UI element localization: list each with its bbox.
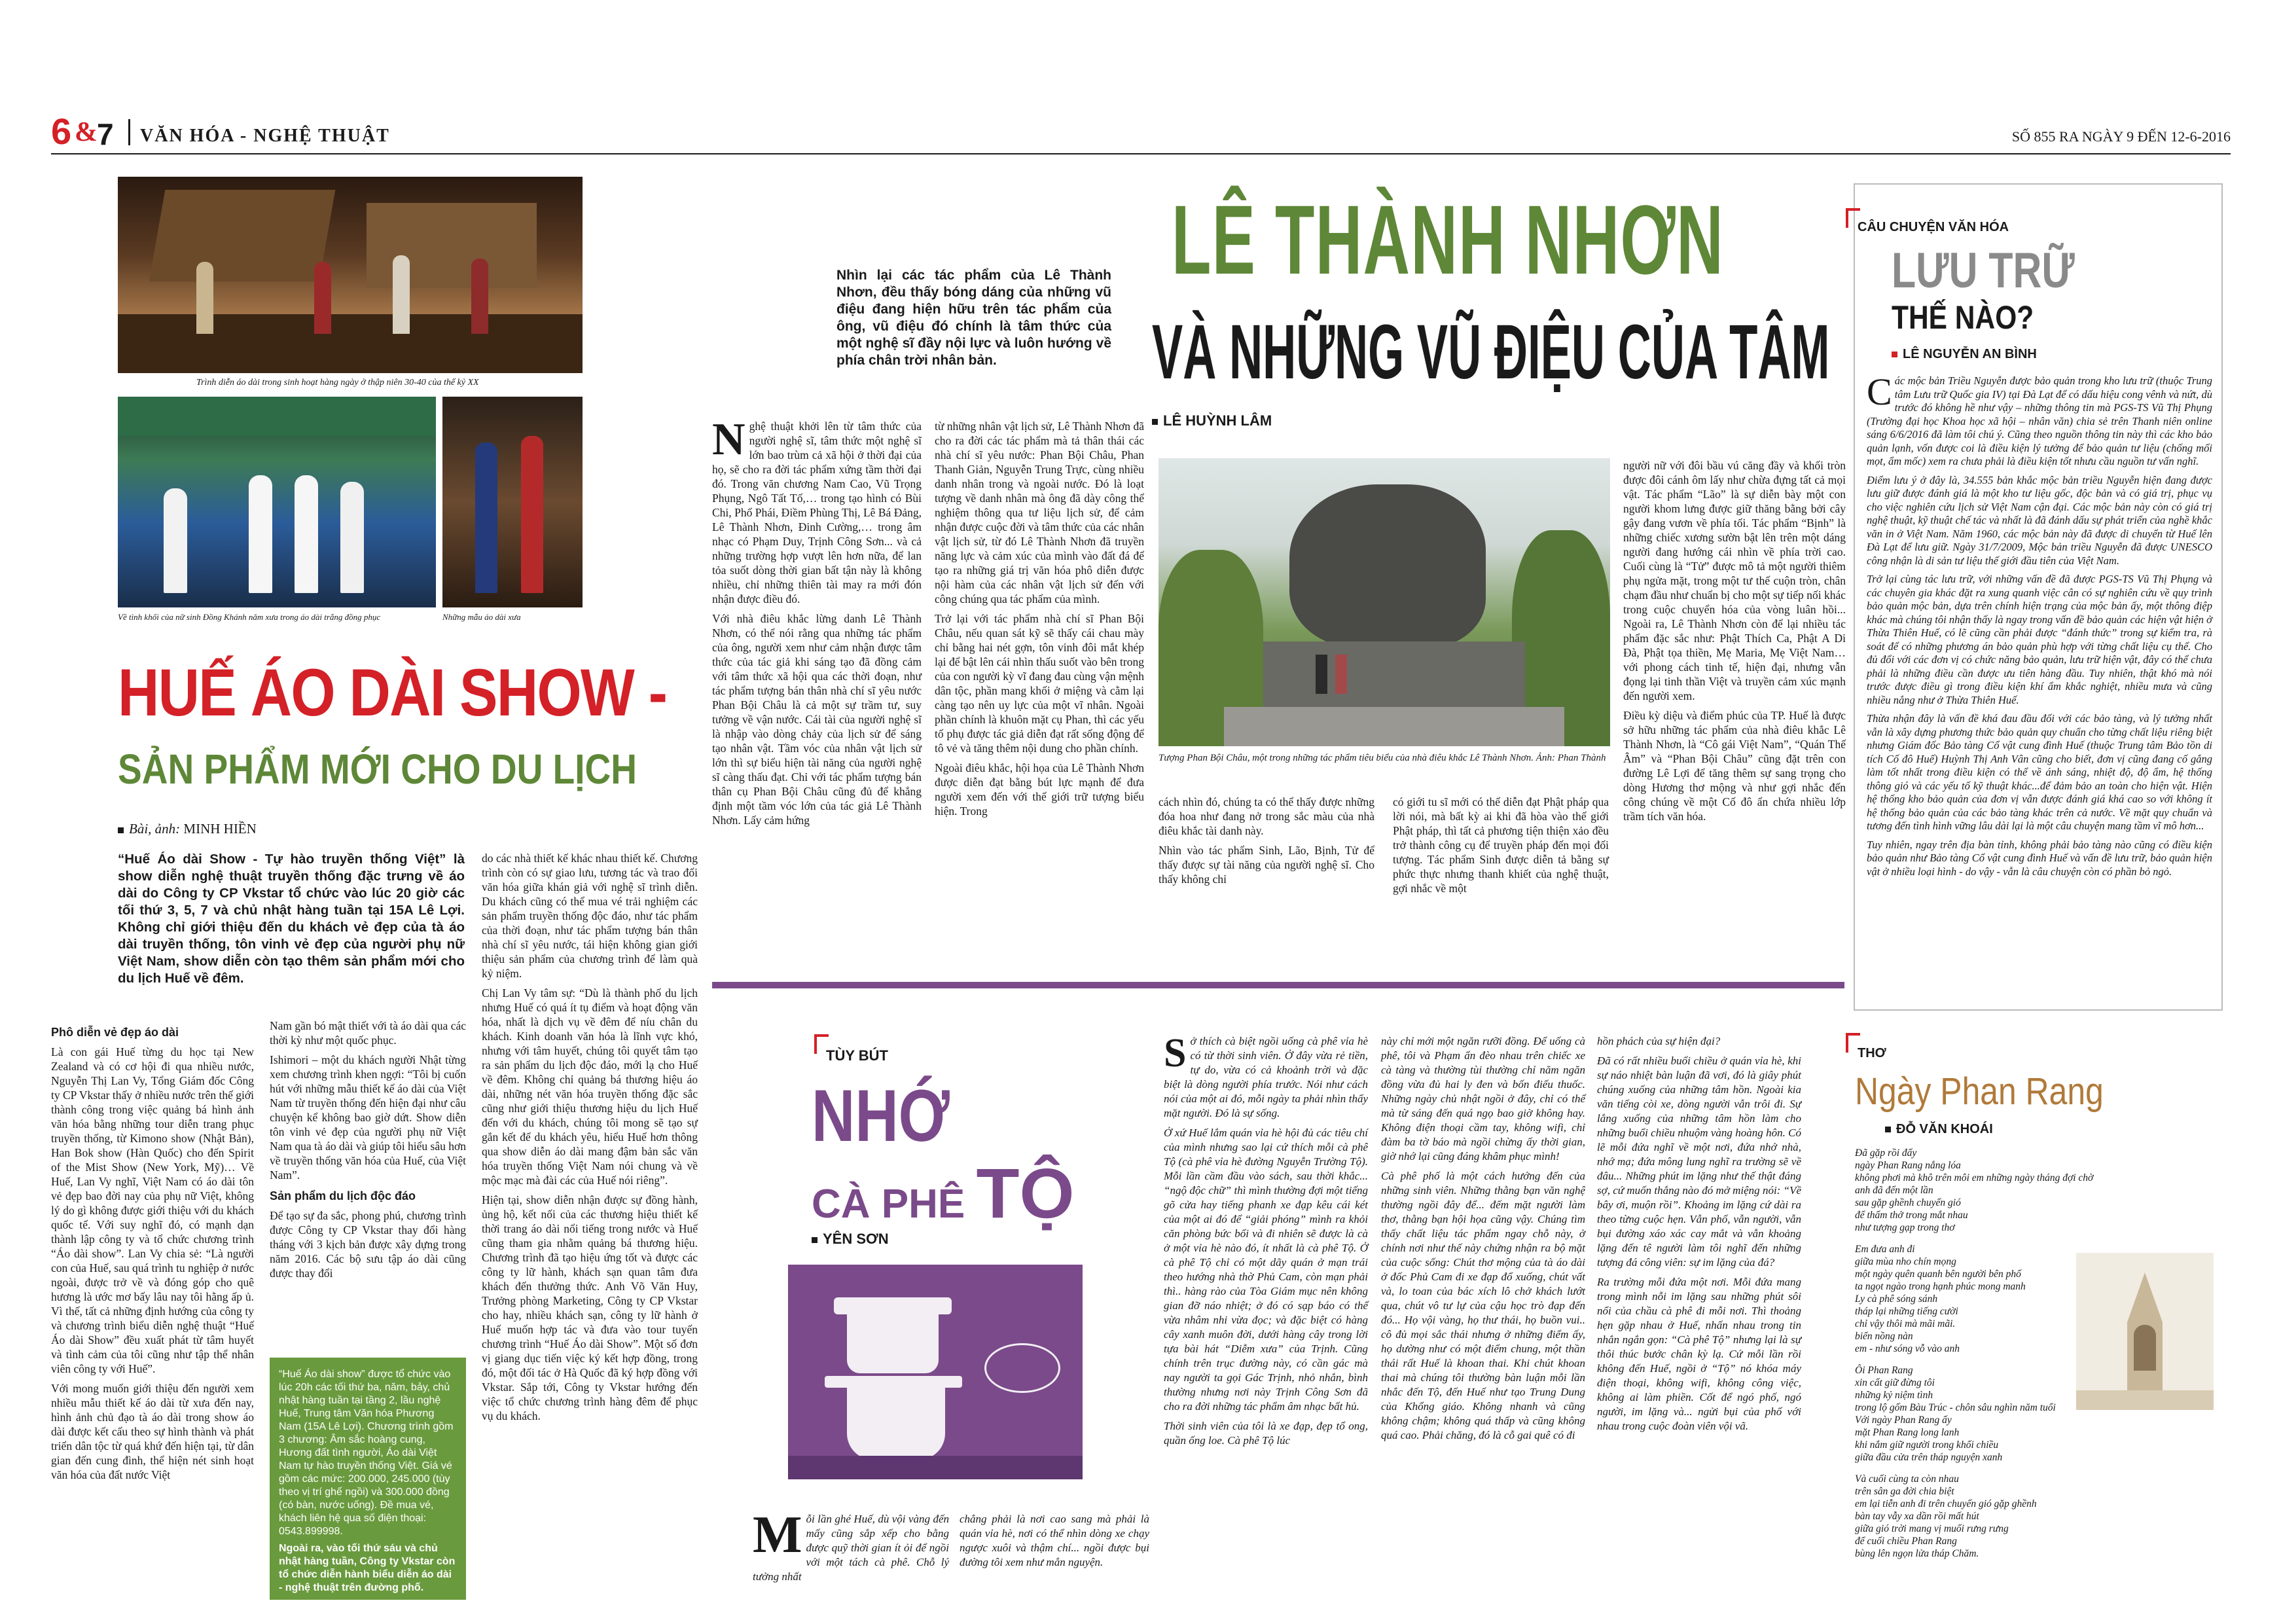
cafe-title-nho: NHỚ [812,1075,950,1157]
lethanh-col3-para2: Nhìn vào tác phẩm Sinh, Lão, Bịnh, Tử để thấy được sự tài năng của người nghệ sĩ. Cho thấy không chỉ [1158,844,1374,886]
cafe-col5-para3: Ra trường mỗi đứa một nơi. Mỗi đứa mang trong mình nỗi im lặng sau những phút sôi nổi của chầu cà phê đi mỗi nơi. Thì thoảng hẹn gặp nhau ở Huế, nhấn nhau trong tin nhắn ngắn gọn: “Cà phê Tộ” nhưng lại là sự thôi thúc bước chân kỳ lạ. Cứ mỗi lần rồi không đến Huế, ngồi ở “Tộ” nó khóa máy điện thoại, không wifi, không công việc, không ai làm phiền. Cốt để ngó phố, ngó người, im lặng và... ngửi bụi của phố với nhau trong cuộc đoàn viên vội vã. [1597,1276,1801,1432]
poem-stanza-4: Và cuối cùng ta còn nhau trên sân ga đời chia biệt em lại tiễn anh đi trên chuyến gió gặp ghềnh bàn tay vẫy xa dần rồi mất hút giữa gió trời mang vị muối rưng rưng để cuối chiều Phan Rang bùng lên ngọn lửa tháp Chăm. [1855,1473,2037,1559]
luutru-title-line2: THẾ NÀO? [1892,299,2034,336]
hue-col3-para1: do các nhà thiết kế khác nhau thiết kế. Chương trình còn có sự giao lưu, tương tác và trao đổi văn hóa giữa khán giả với nghệ sĩ trình diễn. Du khách cũng có thể mua vé trải nghiệm các sản phẩm truyền thống độc đáo, như tác phẩm của thời đoạn, như tác phẩm tượng bán thân nhà chí sĩ yêu nước, tái hiện không gian giới thiệu sản phẩm của chương trình để làm quà kỷ niệm. [482,852,698,980]
lethanh-col5-para1: người nữ với đôi bầu vú căng đầy và khối tròn được đôi cánh ôm lấy như chừa đựng tất cả mọi vật. Tác phẩm “Lão” là sự diễn bày một con người khom lưng được giữ thăng bằng bởi cây gậy đang vươn về phía tối. Tác phẩm “Bịnh” là những chiếc xương sườn bật lên trên một dáng người đang hướng cái nhìn về phía trời cao. Cuối cùng là “Tử” được mô tả một người thiêm phụ ngửa mặt, trong một tư thế cuộn tròn, chân chạm đầu như chuẩn bị cho một sự tiếp nối khác trong cuộc chuyển hóa của vòng luân hồi... Ngoài ra, Lê Thành Nhơn còn để lại nhiều tác phẩm đặc sắc như: Phật Thích Ca, Phật A Di Đà, Phật tọa thiền, Mẹ Maria, Mẹ Việt Nam… với phong cách tinh tế, hiện đại, nhưng vẫn đọng lại tinh thần Việt và truyền cảm xúc mạnh đến người xem. [1623,459,1846,702]
byline-label: Bài, ảnh: [129,821,184,837]
luutru-body [1867,370,2212,1003]
lethanh-col1-para1: Nghệ thuật khởi lên từ tâm thức của người nghệ sĩ, tâm thức một nghệ sĩ lớn bao trùm cả xã hội ở thời đại của họ, sẽ cho ra đời tác phẩm xứng tầm thời đại đó. Trong văn chương Nam Cao, Vũ Trọng Phụng, Ngô Tất Tố,… trong tạo hình có Bùi Chi, Phố Phái, Điềm Phùng Thị, Lê Bá Đảng, Lê Thành Nhơn, Đinh Cường,… trong âm nhạc có Phạm Duy, Trịnh Công Sơn... và cả những trường hợp vượt lên hơn nữa, để lan tỏa suốt dòng thời gian bất tận này là không nhiều, chỉ những thiên tài may ra mới đón nhận được điều đó. [712,414,922,605]
dropcap-s: S [1164,1031,1187,1075]
cafe-col3-para2: Ở xứ Huế lắm quán vỉa hè hội đủ các tiêu chí của mình nhưng sao lại cứ thích mỗi cà phê Tộ (cà phê vỉa hè đường Nguyễn Trường Tộ). Mỗi lần cầm đầu vào sách, sau thời khắc... “ngộ độc chữ” thì mình thường đợi một tiếng gõ cửa hay tiếng phanh xe đạp kêu cái két của một ai đó để “giải phóng” mình ra khỏi căn phòng bức bối và đi nhiên sẽ được là cà ở một vỉa hè nào đó, ít nhất là cà phê Tộ. Ở cà phê Tộ chỉ có một dãy quán ở mạn trái theo hướng nhà thờ Phủ Cam, còn mạn phải thì.. hàng rào của Tòa Giám mục nên không gian đỡ náo nhiệt; ở đó có sạp báo có thể vừa nhâm nhi vừa đọc; và đặc biệt có hàng cây xanh muôn đời, dưới hàng cây trong lời tựa bài hát “Diễm xưa” của Trịnh. Cũng chính trên trục đường này, có cần gác mà nay người ta gọi Gác Trịnh, nhỏ nhắn, bình thường nhưng nơi này Trịnh Công Sơn đã cho ra đời những tác phẩm âm nhạc bất hủ. [1164,1127,1368,1413]
poem-byline [1885,1122,1993,1137]
lethanh-col4-para1: có giới tu sĩ mới có thể diễn đạt Phật pháp qua lời nói, mà bất kỳ ai khi đã hòa vào thế giới Phật pháp, thì tất cả phương tiện thiện xảo đều trở thành công cụ để truyền pháp đến mọi đối tượng. Tác phẩm Sinh được diễn tả bằng sự phức thực nhưng thanh khiết của nghệ thuật, gợi nhắc về một [1393,795,1609,895]
lethanh-title-line1: LÊ THÀNH NHƠN [1172,185,1725,295]
category-tuy-but: TÙY BÚT [826,1047,888,1064]
cafe-column-3 [1164,1031,1368,1604]
cafe-title-ca-phe-text: CÀ PHÊ [812,1182,977,1227]
luutru-para3: Trở lại cùng tác lưu trữ, với những vấn đề đã được PGS-TS Vũ Thị Phụng và các chuyên gia khác đặt ra xung quanh việc cân có sự nghiên cứu về quy trình bảo quản mộc bản, dựa trên chính hiện trạng của mộc bản ấy, một thông điệp khác mà chúng tôi nhận thấy là ngay trong vấn đề bảo quản các hiện vật hiện ở Thừa Thiên Huế, có lẽ cũng cần phải được “đánh thức” trong sự kiểm tra, rà soát để có những phương án bảo quản phù hợp với từng chất liệu cụ thể. Cho đủ đổi với các đơn vị có chức năng bảo quản, lưu trữ hiện vật, đây có thể chưa phải là những điều cần được ưu tiên hàng đầu. Tuy nhiên, thật khó mà nói trước được điều gì trong điều kiện khí ẩm khắc nghiệt, nhiều mưa và cũng nhiều nắng như ở Thừa Thiên Huế. [1867,573,2212,706]
lethanh-col2-para3: Ngoài điêu khắc, hội họa của Lê Thành Nhơn được diễn đạt bằng bút lực mạnh để đưa người xem đến với thế giới trữ tượng biểu hiện. Trong [935,761,1144,818]
luutru-para4: Thừa nhận đây là vấn đề khá đau đầu đối với các bảo tàng, và lý tưởng nhất vẫn là xây dựng phương thức bảo quản quy chuẩn cho từng chất liệu riêng biệt nhưng Giám đốc Bảo tàng Cổ vật cung đình Huế (thuộc Trung tâm Bảo tồn di tích Cố đô Huế) Huỳnh Thị Anh Vân cũng cho biết, đơn vị cũng đang cố gắng làm tốt nhất trong điều kiện có thể về ánh sáng, nhiệt độ, độ ẩm, hệ thống thông gió và các yếu tố kỹ thuật khác...để đảm bảo an toàn cho hiện vật. Hiện hệ thống kho bảo quản của đơn vị vẫn được đánh giá khá cao so với không ít hệ thống bảo quản của các bảo tàng khác trên cả nước. Về mặt quy chuẩn và tương đến tình hình vững lâu dài lại là một câu chuyện mang tầm vĩ mô hơn... [1867,712,2212,832]
category-tho: THƠ [1858,1046,1886,1060]
cafe-col5-para2: Đã có rất nhiều buổi chiều ở quán vỉa hè, khi sự náo nhiệt bàn luận đã vơi, đó là giây phút chúng xuống của những tâm hồn. Ngoài kia văn tiếng còi xe, dòng người vẫn trôi đi. Sự lắng xuống của những tâm hồn làm cho những buổi chiều nhuộm vàng hoàng hôn. Có lẽ mỗi đứa nghĩ về một nơi, đứa nhớ nhà, nhớ mạ; đứa mông lung nghĩ ra trường sẽ về đâu... Những phút im lặng như thế thật đáng sợ, cứ muốn thắng nào đó mở miệng nói: “Về bây ơi, muộn rồi”. Khoảng im lặng cứ dài ra theo từng cuộc hẹn. Vẫn phố, vẫn người, vẫn bụi đường xáo xác cay mắt và vẫn khoảng lặng đến tê người làm tôi nghĩ đến những tượng đá công viên: sự im lặng của đá? [1597,1055,1801,1269]
illustration-coffee-filter [788,1265,1083,1479]
lethanh-column-4 [1393,795,1609,971]
info-box [270,1358,466,1600]
lethanh-intro: Nhìn lại các tác phẩm của Lê Thành Nhơn, đều thấy bóng dáng của những vũ điệu đang hiện hữu trên tác phẩm của ông, vũ điệu đó chính là tâm thức của một nghệ sĩ đầy nội lực và luôn hướng về phía chân trời nhân bản. [836,268,1111,368]
hue-lead: “Huế Áo dài Show - Tự hào truyền thống Việt” là show diễn nghệ thuật truyền thống đặc trưng về áo dài do Công ty CP Vkstar tổ chức vào lúc 20 giờ các tối thứ 3, 5, 7 và chủ nhật hàng tuần tại 15A Lê Lợi. Không chỉ giới thiệu đến du khách vẻ đẹp của tà áo dài truyền thống, tôn vinh vẻ đẹp của người phụ nữ Việt Nam, show diễn còn tạo thêm sản phẩm mới cho du lịch Huế về đêm. [118,852,465,986]
cafe-column-2 [960,1512,1149,1604]
page-number-left: 6 [51,111,72,152]
lethanh-column-1 [712,414,922,982]
byline-author: MINH HIỀN [183,821,257,837]
cafe-col3-para3: Thời sinh viên của tôi là xe đạp, đẹp tổ ong, quần ống loe. Cà phê Tộ lúc [1164,1420,1368,1447]
hue-col1-para1: Là con gái Huế từng du học tại New Zealand và có cơ hội đi qua nhiều nước, Nguyễn Thị Lan Vy, Tổng Giám đốc Công ty CP Vkstar thấy ở nhiều nước trên thế giới thành công trong việc quảng bá hình ảnh văn hóa bằng những tour diễn trang phục truyền thống, từ Kimono show (Nhật Bản), Han Bok show (Hàn Quốc) cho đến Spirit of the Mist Show (New York, Mỹ)… Về Huế, Lan Vy nghĩ, Việt Nam có áo dài tôn vẻ đẹp bao đời nay của phụ nữ Việt, không lý do gì không được giới thiệu với du khách quốc tế. Với suy nghĩ đó, có mạnh dạn thành lập công ty và tổ chức chương trình “Áo dài show”. Lan Vy chia sẻ: “Là người con của Huế, sau quá trình tu nghiệp ở nước ngoài, được trở về và đóng góp cho quê hương là ước mơ bấy lâu nay tôi hằng ấp ủ. Vì thế, tất cả những định hướng của công ty và chương trình biểu diễn nghệ thuật “Huế Áo dài Show” đều xuất phát từ tâm huyết và tình cảm của tôi cũng như tập thể nhân viên công ty với Huế”. [51,1045,254,1375]
category-cau-chuyen: CÂU CHUYỆN VĂN HÓA [1858,220,2009,234]
luutru-title-line1: LƯU TRỮ [1892,243,2075,298]
header-divider [128,119,130,145]
cafe-byline-author: YÊN SƠN [823,1231,889,1247]
lethanh-col1-para2: Với nhà điêu khắc lừng danh Lê Thành Nhơn, có thể nói rằng qua những tác phẩm của ông, người xem như cảm nhận được tâm thức của tác giả khi sáng tạo đã đồng cảm với tâm thức xã hội qua các thời đoạn, như tác phẩm tượng bán thân nhà chí sĩ yêu nước Phan Bội Châu là cả một sự trầm tư, suy tưởng về vận nước. Cái tài của người nghệ sĩ là nhập vào dòng chảy của lịch sử để sáng tạo nhân vật. Tầm vóc của nhân vật lịch sử lớn thì sự biểu hiện tài năng của người nghệ sĩ càng thấu đạt. Chỉ với tác phẩm tượng bán thân cụ Phan Bội Châu cũng đủ để khẳng định một tầm vóc lớn của tác giả Lê Thành Nhơn. Lấy cảm hứng [712,612,922,827]
photo-ao-dai-xua [442,397,583,607]
luutru-byline-author: LÊ NGUYỄN AN BÌNH [1903,347,2037,361]
info-box-text: “Huế Áo dài show” được tổ chức vào lúc 20h các tối thứ ba, năm, bảy, chủ nhật hàng tuần tại tầng 2, lầu nghệ Huế, Trung tâm Văn hóa Phương Nam (15A Lê Lợi). Chương trình gồm 3 chương: Âm sắc hoàng cung, Hương đất tình người, Áo dài Việt Nam tự hào truyền thống Việt. Giá vé gồm các mức: 200.000, 245.000 (tùy theo vị trí ghế ngồi) và 300.000 đồng (có bàn, nước uống). Đề mua vé, khách liên hệ qua số điện thoại: 0543.899998. [279,1369,454,1537]
hue-byline [118,821,257,837]
poem-author: ĐỖ VĂN KHOÁI [1896,1122,1993,1136]
byline-marker [1152,419,1158,425]
cafe-col3-para1: Sở thích cà biệt ngồi uống cà phê vỉa hè có từ thời sinh viên. Ở đây vừa rẻ tiền, tự do, vừa có cả khoảnh trời và đặc biệt là dòng người phía trước. Nói như cách nói của một ai đó, mỗi ngày ta phải nhìn thấy mặt người. Đó là sự sống. [1164,1031,1368,1119]
lethanh-column-3 [1158,795,1374,971]
byline-marker [1885,1127,1891,1132]
cafe-col4-para1: này chỉ mới một ngăn rưỡi đồng. Để uống cà phê, tôi và Phạm ẩn đèo nhau trên chiếc xe cà tàng và thường tùi thường chỉ năm ngăn đồng vừa đủ hai ly đen và bốn điếu thuốc. Những ngày chủ nhật ngồi ở đây, chỉ có thể mà từ sáng đến quá ngọ bao giờ không hay. Không điện thoại cầm tay, không wifi, chỉ đàm ba tờ báo mà ngồi chừng ấy thời gian, giờ nhớ lại cũng đáng khâm phục mình! [1381,1035,1585,1163]
photo-stage-show [118,177,583,373]
info-box-bold: Ngoài ra, vào tối thứ sáu và chủ nhật hàng tuần, Công ty Vkstar còn tổ chức diễn hành biểu diễn áo dài - nghệ thuật trên đường phố. [279,1543,456,1593]
section-title: VĂN HÓA - NGHỆ THUẬT [140,126,390,146]
poem-title: Ngày Phan Rang [1855,1070,2104,1113]
hue-title-line2: SẢN PHẨM MỚI CHO DU LỊCH [118,746,638,793]
lethanh-col2-para2: Trở lại với tác phẩm nhà chí sĩ Phan Bội Châu, nếu quan sát kỹ sẽ thấy cái chau mày chỉ bằng hai nét gợn, tôn vinh đôi mắt khép lại để bật lên cái nhìn thấu suốt vào bên trong của con người kỳ vĩ đang đau cùng vận mệnh dân tộc, phần mang khối ở miệng và cằm lại càng tạo nên uy lực của một vĩ nhân. Ngoài phần chính là khuôn mặt cụ Phan, thì các yếu tố phụ được tác giả diễn đạt rất sống động để tô vẻ và tăng thêm nội dung cho phần chính. [935,612,1144,755]
lethanh-col2-para1: từ những nhân vật lịch sử, Lê Thành Nhơn đã cho ra đời các tác phẩm mà tả thân thái các nhà chí sĩ yêu nước: Phan Bội Châu, Phan Thanh Giản, Nguyễn Trung Trực, cùng nhiều danh nhân trong và ngoài nước. Đó là loạt tượng về danh nhân mà ông đã dày công thể nghiệm thông qua tư liệu lịch sử, để cảm nhận được cuộc đời và tâm thức của các nhân vật lịch sử, từ đó Lê Thành Nhơn đã truyền năng lực và cảm xúc của mình vào đất đá để tạo ra những giá trị văn hóa phô diễn được nội hàm của các nhân vật lịch sử đến với công chúng qua tác phẩm của mình. [935,420,1144,605]
lethanh-col3-para1: cách nhìn đó, chúng ta có thể thấy được những đóa hoa như đang nở trong sắc màu của nhà điêu khắc tài danh này. [1158,795,1374,837]
hue-col1-para2: Với mong muốn giới thiệu đến người xem nhiều mẫu thiết kế áo dài từ xưa đến nay, hình ảnh chủ đạo tà áo dài trong show áo dài được kết cấu theo sự hình thành và phát triển dân tộc từ quá khứ đến hiện tại, từ dân gian đến cung đình, thể hiện nét sinh hoạt văn hóa của đất nước Việt [51,1382,254,1481]
cafe-column-5 [1597,1034,1801,1604]
caption-dong-khanh: Về tình khối của nữ sinh Đồng Khánh năm xưa trong áo dài trắng đồng phục [118,612,381,622]
issue-date: SỐ 855 RA NGÀY 9 ĐẾN 12-6-2016 [2011,128,2231,145]
cafe-col2-para1: chẳng phải là nơi cao sang mà phải là quán vỉa hè, nơi có thể nhìn dòng xe chạy ngược xuôi và thậm chí... ngồi được bụi đường tôi xem như mắn nguyện. [960,1513,1149,1568]
subheading-pho-dien: Phô diễn vẻ đẹp áo dài [51,1026,179,1039]
lethanh-column-5 [1623,458,1846,982]
hue-title-line1: HUẾ ÁO DÀI SHOW - [118,655,667,730]
cafe-col1-para1: Mỗi lần ghé Huế, dù vội vàng đến mấy cũng sắp xếp cho bằng được quỹ thời gian ít ỏi để ngồi với một tách cà phê. Chỗ lý tưởng nhất [753,1506,949,1583]
cafe-col5-para1: hồn phách của sự hiện đại? [1597,1035,1721,1047]
photo-phan-boi-chau-statue [1158,458,1610,746]
page-number-right: 7 [97,117,114,151]
hue-col2-para2: Ishimori – một du khách người Nhật từng xem chương trình khen ngợi: “Tôi bị cuốn hút với những mẫu thiết kế áo dài của Việt Nam từ truyền thống đến hiện đại như câu chuyện kể không bao giờ dứt. Show diễn tôn vinh vẻ đẹp của người phụ nữ Việt Nam qua tà áo dài và giúp tôi hiểu sâu hơn về truyền thống văn hóa của Huế, của Việt Nam”. [270,1053,466,1182]
lethanh-column-2 [935,419,1144,982]
hue-column-2 [270,1019,466,1280]
cafe-column-4 [1381,1034,1585,1604]
luutru-para1: Các mộc bản Triều Nguyễn được bảo quản trong kho lưu trữ (thuộc Trung tâm Lưu trữ Quốc gia IV) tại Đà Lạt để có dấu hiệu cong vênh và nứt, dù trước đó không hề như vậy – những thông tin mà PGS-TS Vũ Thị Phụng (Trường đại học Khoa học xã hội – nhân văn) chia sẻ trên Thanh niên online sáng 6/6/2016 đã làm tôi chú ý. Cũng theo nguồn thông tin này thì các kho bảo quản lạnh, vốn được coi là điều kiện lý tưởng để bảo quản tư liệu (chống mối mọt, ẩm mốc) xem ra chưa phải là điều kiện tốt nhưu cầu nguồn tư vấn nghĩ. [1867,370,2212,467]
photo-dong-khanh [118,397,436,607]
dropcap-n: N [712,414,745,465]
lethanh-col5-para2: Điều kỳ diệu và điểm phúc của TP. Huế là được sở hữu những tác phẩm của nhà điêu khắc Lê Thành Nhơn, là “Cô gái Việt Nam”, “Quán Thế Âm” và “Phan Bội Châu” cũng đặt trên con đường Lê Lợi để tăng thêm sự sang trọng cho dòng Hương thơ mộng và như gợi nhắc đến công chúng về một Cố đô ẩn chứa nhiều lớp trầm tích văn hóa. [1623,709,1846,823]
page-number-amp: & [75,117,98,147]
cafe-column-1 [753,1506,949,1604]
hue-col3-para2: Chị Lan Vy tâm sự: “Dù là thành phố du lịch nhưng Huế có quá ít tụ điểm và hoạt động văn hóa, nhất là dịch vụ về đêm để níu chân du khách. Kinh doanh văn hóa là lĩnh vực khó, nhưng với tâm huyết, chúng tôi quyết tâm tạo ra sản phẩm du lịch độc đáo, mới lạ cho Huế về đêm. Không chỉ quảng bá thương hiệu áo dài, những nét văn hóa truyền thống đặc sắc cũng như giới thiệu thương hiệu du lịch Huế đến với du khách, chúng tôi mong sẽ tạo sự gắn kết để du khách yêu, hiểu Huế hơn thông qua show diễn áo dài mang đậm bản sắc văn hóa truyền thống Việt Nam nói chung và về mộc mạc mà đài các của Huế nói riêng”. [482,986,698,1187]
hue-col2-para1: Nam gần bó mật thiết với tà áo dài qua các thời kỳ như một quốc phục. [270,1019,466,1047]
poem-stanza-1: Đã gặp rồi đấy ngày Phan Rang nắng lóa không phơi mà khô trên môi em những ngày tháng đợi chờ anh đã đến một lần sau gặp ghềnh chuyến gió để thấm thở trong mắt nhau như tượng gạp trong thơ [1855,1147,2094,1233]
poem-stanza-3: Ôi Phan Rang xin cất giữ đừng tôi những kỷ niệm tình trong lộ gốm Bàu Trúc - chôn sâu nghìn năm tuổi Với ngày Phan Rang ấy mặt Phan Rang long lanh khi nắm giữ người trong khối chiều giữa đầu cửa trên tháp nguyện xanh [1855,1365,2056,1463]
hue-column-1 [51,1019,254,1595]
byline-marker [1892,352,1897,357]
byline-marker [118,827,124,833]
luutru-para2: Điểm lưu ý ở đây là, 34.555 bản khắc mộc bản triều Nguyễn hiện đang được lưu giữ được đánh giá là một kho tư liệu gốc, độc bản và có giá trị, phục vụ cho việc nghiên cứu lịch sử Việt Nam cận đại. Các mộc bản này còn có giá trị nghệ thuật, kỹ thuật chế tác và nhất là đã đánh dấu sự phát triển của nghề khắc văn in ở Việt Nam. Năm 1960, các mộc bản này đã được di chuyển từ Huế lên Đà Lạt để lưu giữ. Ngày 31/7/2009, Mộc bản triều Nguyễn đã được UNESCO công nhận là di sản tư liệu thế giới đầu tiên của Việt Nam. [1867,473,2212,567]
section-divider-purple [712,982,1844,988]
poem-stanza-2: Em đưa anh đi giữa mùa nho chín mọng một ngày quên quanh bên người bên phố ta ngọt ngào trong hạnh phúc mong manh Ly cà phê sóng sánh tháp lại những tiếng cười chỉ vậy thôi mà mãi mãi. biển nồng nàn em - như sóng vỗ vào anh [1855,1244,2026,1354]
byline-marker [812,1237,817,1243]
cafe-col4-para2: Cà phê phố là một cách hướng đến của những sinh viên. Những thằng bạn văn nghệ thường ngồi đây để... đếm mặt người làm thơ, thằng bạn hội họa cũng vậy. Chúng tìm thấy chất liệu tác phẩm ngay chỗ này, ở chính nơi như thế này chứng nhận ra bộ mặt của cuộc sống: Chút thơ mộng của tà áo dài ở đốc Phủ Cam đi xe đạp đổ xuống, chút vất và, lo toan của bác xích lô chở khách lướt qua, chút vô tư lự của cậu học trò đạp đến đó... Họ vội vàng, họ thư thái, họ buồn vui.. cô đủ mọi sắc thái nhưng ở những điểm ấy, họ dường như có một điểm chung, một thần thái rất Huế là khoan thai. Khi chút khoan thai mà chúng tôi thường bàn luận mỗi lần nhắc đến Tộ, đến Huế như tạo Trung Dung của Khổng giáo. Không nhanh và cũng không chậm; không quá thấp và cũng không quá cao. Phải chăng, đó là cỗ gai quê có đi [1381,1170,1585,1441]
lethanh-title-line2: VÀ NHỮNG VŨ ĐIỆU CỦA TÂM [1152,309,1830,395]
lethanh-byline-author: LÊ HUỲNH LÂM [1163,412,1272,429]
hue-col2-para3: Để tạo sự đa sắc, phong phú, chương trình được Công ty CP Vkstar thay đổi hàng tháng với 3 kịch bản được xây dựng trong năm 2016. Các bộ sưu tập áo dài cũng được thay đổi [270,1209,466,1280]
dropcap-c: C [1867,370,1892,413]
hue-col3-para3: Hiện tại, show diễn nhận được sự đồng hành, ủng hộ, kết nối của các thương hiệu thiết kế thời trang áo dài nổi tiếng trong nước và Huế cũng tham gia nhằm quảng bá thương hiệu. Chương trình đã tạo hiệu ứng tốt và được các công ty lữ hành, khách sạn quan tâm đưa khách đến thưởng thức. Anh Võ Văn Huy, Trưởng phòng Marketing, Công ty CP Vkstar cho hay, nhiều khách sạn, công ty lữ hành ở Huế muốn hợp tác và đưa vào tour tuyến chương trình “Huế Áo dài Show”. Một số đơn vị giang dục tiến việc ký kết hợp đồng, trong đó, một đối tác ở Hà Quốc đã ký hợp đồng với Vkstar. Sắp tới, Công ty Vkstar hướng đến việc tổ chức chương trình hàng đêm để phục vụ du khách. [482,1193,698,1422]
cafe-title-ca-phe [812,1152,1074,1234]
lethanh-byline [1152,412,1272,429]
dropcap-m: M [753,1506,802,1564]
cafe-title-to: TỘ [976,1153,1075,1233]
caption-stage-show: Trình diễn áo dài trong sinh hoạt hàng ngày ở thập niên 30-40 của thế kỷ XX [196,378,479,388]
illustration-cham-tower [2076,1253,2214,1410]
subheading-san-pham: Sản phẩm du lịch độc đáo [270,1189,416,1202]
caption-ao-dai-xua: Những mẫu áo dài xưa [442,612,521,622]
page-header [51,110,2231,152]
hue-column-3 [482,851,698,1604]
caption-statue: Tượng Phan Bội Châu, một trong những tác phẩm tiêu biểu của nhà điêu khắc Lê Thành Nhơn. Ảnh: Phan Thành [1158,753,1606,763]
header-rule [51,153,2231,154]
luutru-para5: Tuy nhiên, ngay trên địa bàn tỉnh, không phải bảo tàng nào cũng có điều kiện bảo quản như Bảo tàng Cổ vật cung đình Huế và vấn đề lưu trữ, bảo quản hiện vật ở nhiều loại hình - do vậy - vẫn là câu chuyện còn có phần bỏ ngỏ. [1867,838,2212,878]
luutru-byline [1892,347,2037,362]
cafe-byline [812,1231,889,1248]
